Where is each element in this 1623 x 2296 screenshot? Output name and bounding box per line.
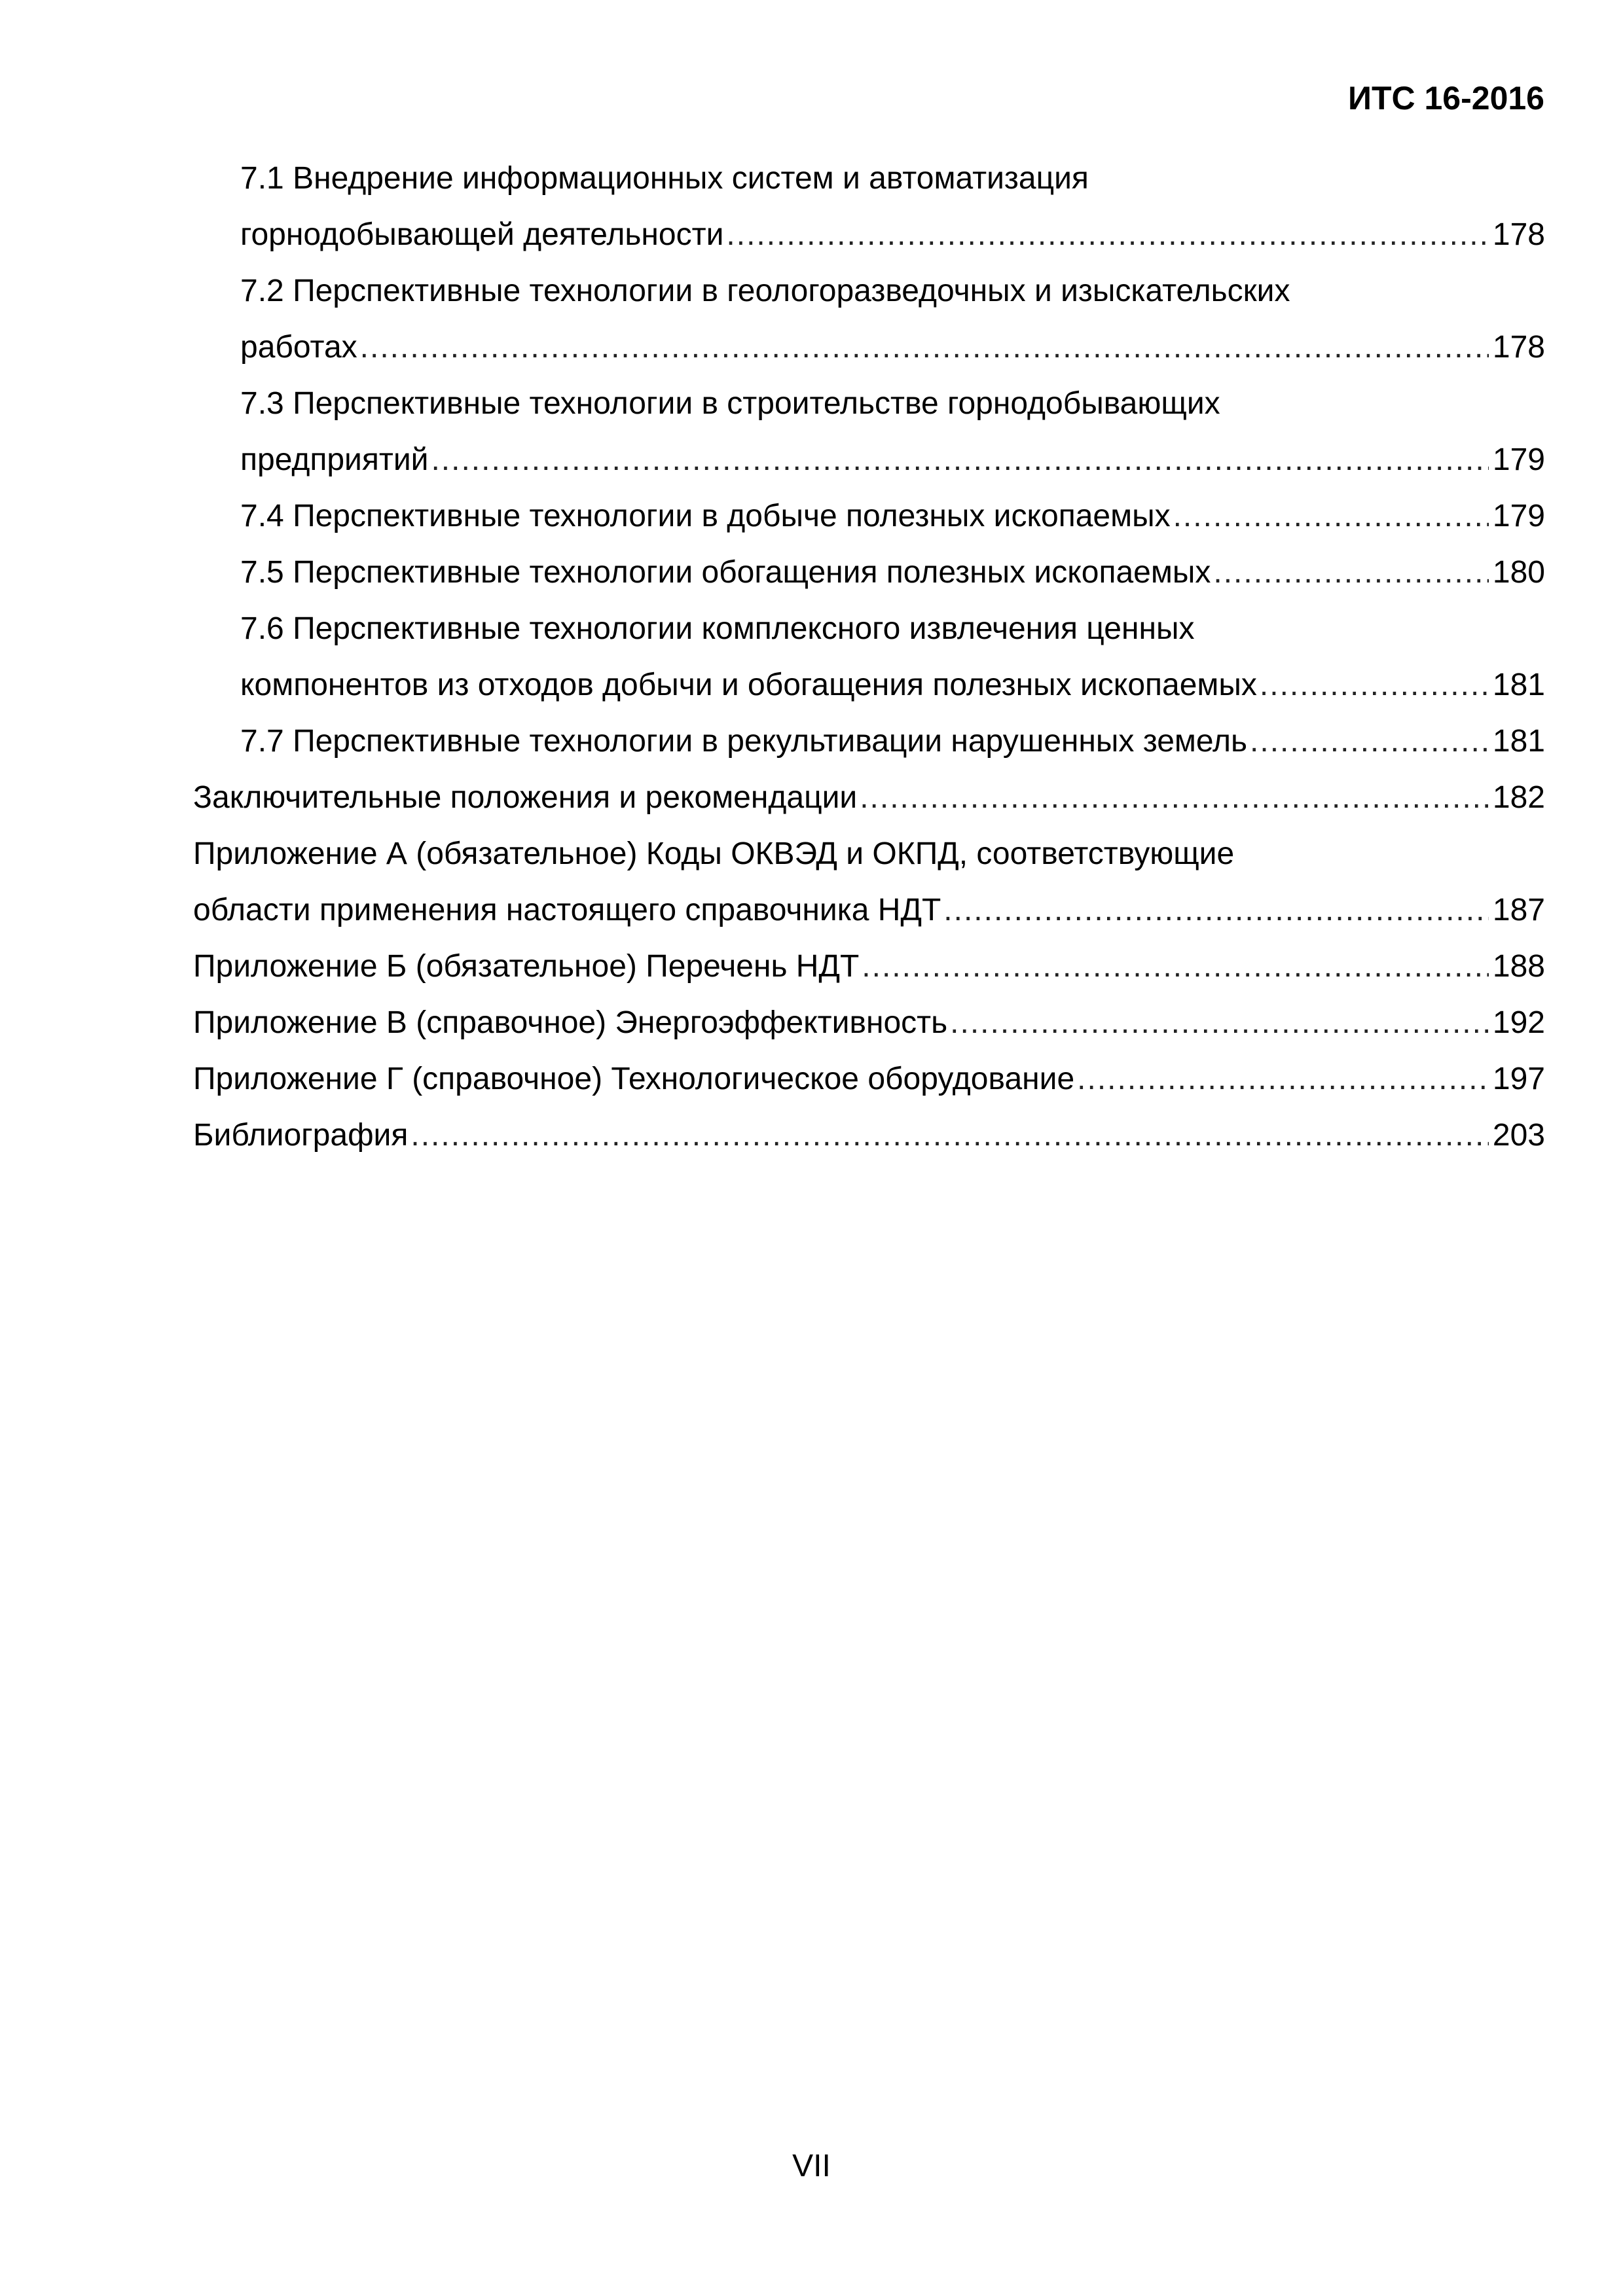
dot-leader <box>1077 1051 1489 1107</box>
toc-entry-title-line: 7.2 Перспективные технологии в геологоразведочных и изыскательских <box>240 274 1290 308</box>
dot-leader <box>1260 657 1489 713</box>
toc-entry-7-4[interactable] <box>193 488 1545 545</box>
toc-entry-7-2[interactable] <box>193 263 1545 376</box>
toc-entry-title: работах <box>240 330 357 365</box>
toc-entry-title: горнодобывающей деятельности <box>240 217 724 252</box>
toc-entry-title: 7.7 Перспективные технологии в рекультивации нарушенных земель <box>240 724 1248 759</box>
toc-page-number: 181 <box>1492 724 1545 759</box>
toc-entry-title: Приложение Б (обязательное) Перечень НДТ <box>193 949 860 984</box>
toc-entry-appendix-v[interactable] <box>193 995 1545 1051</box>
toc-entry-bibliography[interactable] <box>193 1107 1545 1164</box>
page-number: VII <box>792 2149 831 2183</box>
toc-page-number: 179 <box>1492 499 1545 533</box>
toc-entry-title: Приложение В (справочное) Энергоэффективность <box>193 1005 948 1040</box>
dot-leader <box>360 319 1489 376</box>
toc-entry-title: Библиография <box>193 1118 409 1153</box>
toc-entry-title-line: 7.1 Внедрение информационных систем и автоматизация <box>240 161 1089 196</box>
toc-page-number: 178 <box>1492 217 1545 252</box>
toc-entry-7-7[interactable] <box>193 713 1545 770</box>
toc-page-number: 192 <box>1492 1005 1545 1040</box>
toc-page-number: 178 <box>1492 330 1545 365</box>
toc-page-number: 188 <box>1492 949 1545 984</box>
toc-page-number: 180 <box>1492 555 1545 590</box>
toc-entry-7-6[interactable] <box>193 601 1545 713</box>
dot-leader <box>862 939 1489 995</box>
toc-entry-title: компонентов из отходов добычи и обогащения полезных ископаемых <box>240 668 1257 702</box>
toc-entry-title: области применения настоящего справочника НДТ <box>193 893 941 927</box>
toc-page-number: 203 <box>1492 1118 1545 1153</box>
toc-entry-title-line: Приложение А (обязательное) Коды ОКВЭД и ОКПД, соответствующие <box>193 836 1235 871</box>
toc-entry-appendix-a[interactable] <box>193 826 1545 939</box>
toc-page-number: 187 <box>1492 893 1545 927</box>
toc-page-number: 197 <box>1492 1062 1545 1096</box>
toc-entry-title: 7.4 Перспективные технологии в добыче полезных ископаемых <box>240 499 1171 533</box>
dot-leader <box>950 995 1489 1051</box>
dot-leader <box>860 770 1489 826</box>
toc-entry-conclusions[interactable] <box>193 770 1545 826</box>
toc-page-number: 179 <box>1492 442 1545 477</box>
toc-entry-appendix-b[interactable] <box>193 939 1545 995</box>
toc-entry-title-line: 7.6 Перспективные технологии комплексного извлечения ценных <box>240 611 1195 646</box>
dot-leader <box>1173 488 1489 545</box>
dot-leader <box>431 432 1488 488</box>
toc-entry-title: Заключительные положения и рекомендации <box>193 780 858 815</box>
dot-leader <box>1213 545 1489 601</box>
toc-entry-appendix-g[interactable] <box>193 1051 1545 1107</box>
toc-entry-title: Приложение Г (справочное) Технологическое оборудование <box>193 1062 1075 1096</box>
toc-entry-title: предприятий <box>240 442 429 477</box>
toc-entry-title-line: 7.3 Перспективные технологии в строительстве горнодобывающих <box>240 386 1220 421</box>
document-code: ИТС 16-2016 <box>1348 80 1544 117</box>
dot-leader <box>410 1107 1489 1164</box>
dot-leader <box>1250 713 1489 770</box>
table-of-contents <box>193 151 1545 1164</box>
toc-page-number: 182 <box>1492 780 1545 815</box>
dot-leader <box>943 882 1489 939</box>
toc-entry-7-5[interactable] <box>193 545 1545 601</box>
toc-page-number: 181 <box>1492 668 1545 702</box>
toc-entry-7-3[interactable] <box>193 376 1545 488</box>
dot-leader <box>726 207 1489 263</box>
toc-entry-title: 7.5 Перспективные технологии обогащения полезных ископаемых <box>240 555 1211 590</box>
toc-entry-7-1[interactable] <box>193 151 1545 263</box>
